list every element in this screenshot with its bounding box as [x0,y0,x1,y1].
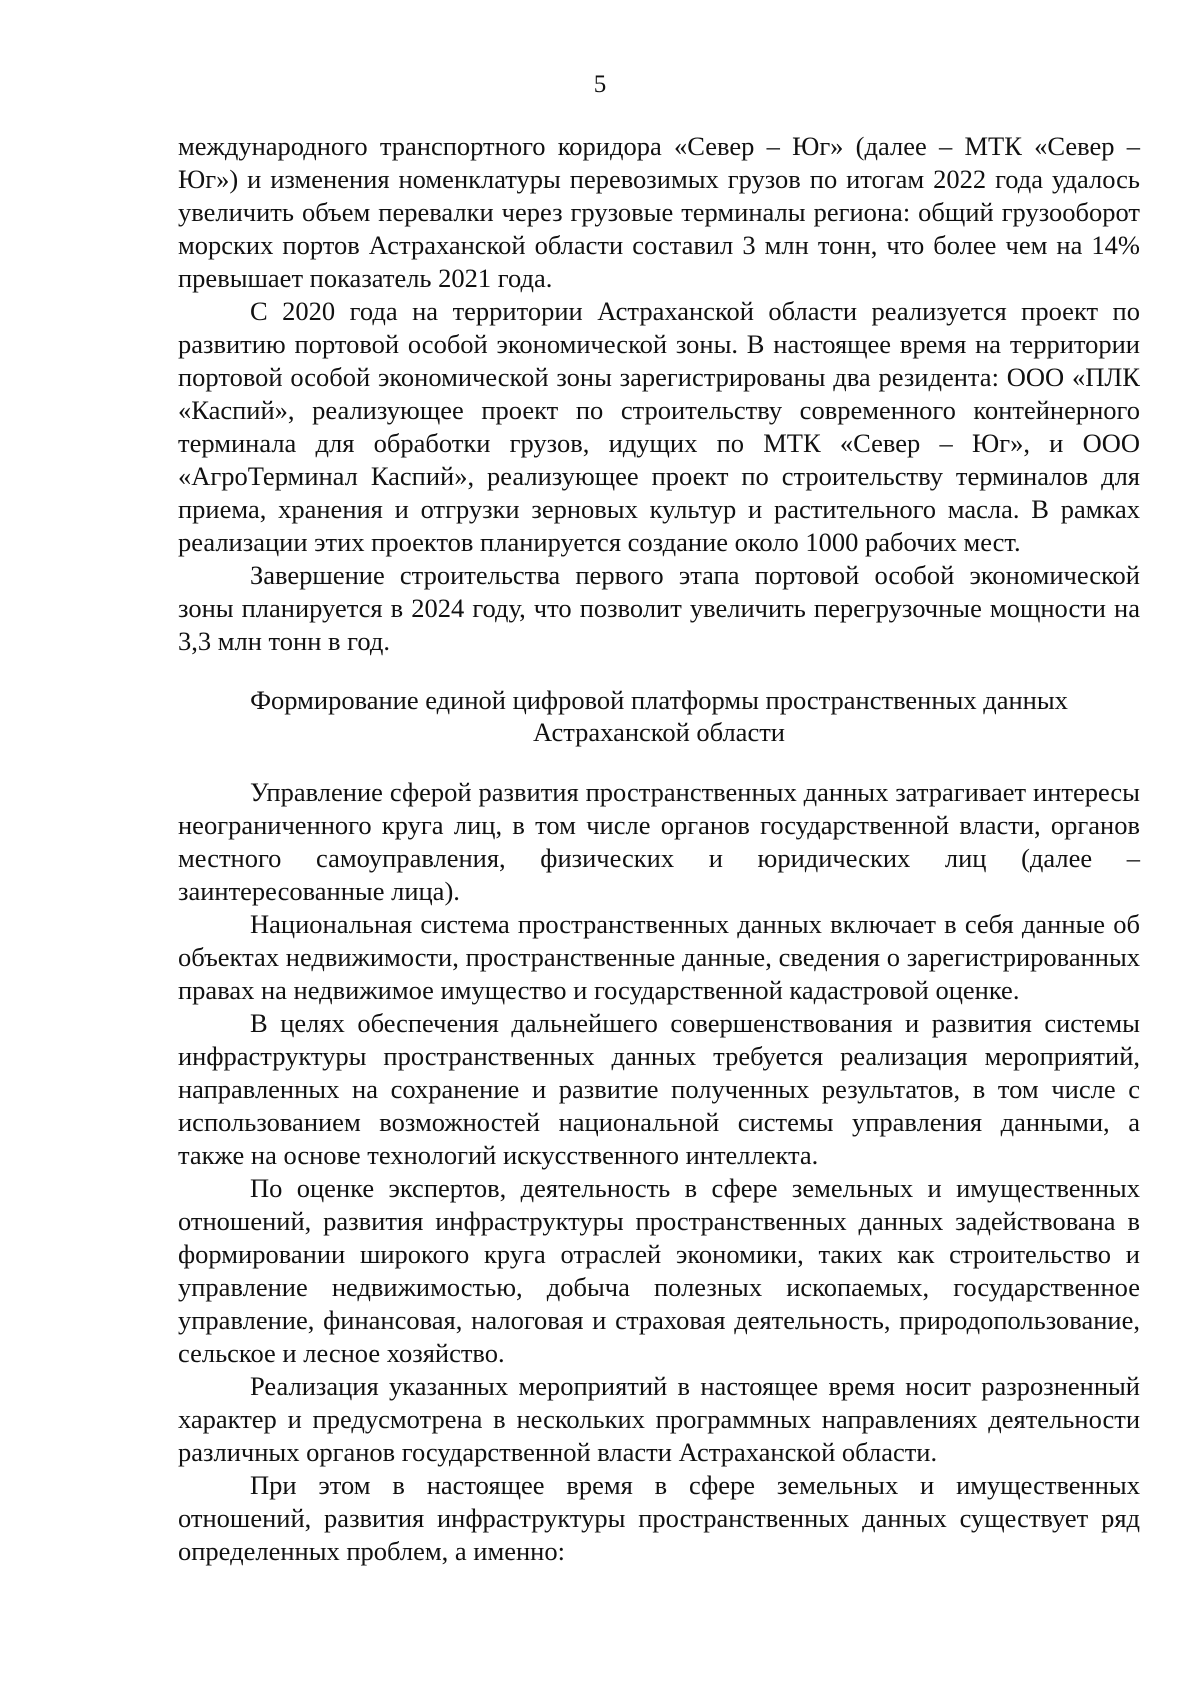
page-number: 5 [593,71,607,98]
paragraph-continuation: международного транспортного коридора «Север – Юг» (далее – МТК «Север – Юг») и изменения номенклатуры перевозимых грузов по итогам 2022 года удалось увеличить объем перевалки через грузовые терминалы региона: общий грузооборот морских портов Астраханской области составил 3 млн тонн, что более чем на 14% превышает показатель 2021 года. [178,131,1140,293]
paragraph-expert-assessment: По оценке экспертов, деятельность в сфере земельных и имущественных отношений, развития инфраструктуры пространственных данных задействована в формировании широкого круга отраслей экономики, таких как строительство и управление недвижимостью, добыча полезных ископаемых, государственное управление, финансовая, налоговая и страховая деятельность, природопользование, сельское и лесное хозяйство. [178,1173,1140,1368]
paragraph-national-system: Национальная система пространственных данных включает в себя данные об объектах недвижимости, пространственные данные, сведения о зарегистрированных правах на недвижимое имущество и государственной кадастровой оценке. [178,909,1140,1005]
section-heading [178,684,1140,748]
paragraph-sez-completion: Завершение строительства первого этапа портовой особой экономической зоны планируется в 2024 году, что позволит увеличить перегрузочные мощности на 3,3 млн тонн в год. [178,560,1140,656]
paragraph-problems: При этом в настоящее время в сфере земельных и имущественных отношений, развития инфраструктуры пространственных данных существует ряд определенных проблем, а именно: [178,1470,1140,1566]
section-heading-line-2: Астраханской области [533,717,785,747]
paragraph-implementation: Реализация указанных мероприятий в настоящее время носит разрозненный характер и предусмотрена в нескольких программных направлениях деятельности различных органов государственной власти Астраханской области. [178,1371,1140,1467]
document-body [178,130,1140,1568]
paragraph-management: Управление сферой развития пространственных данных затрагивает интересы неограниченного круга лиц, в том числе органов государственной власти, органов местного самоуправления, физических и юридических лиц (далее – заинтересованные лица). [178,777,1140,906]
paragraph-development-goals: В целях обеспечения дальнейшего совершенствования и развития системы инфраструктуры пространственных данных требуется реализация мероприятий, направленных на сохранение и развитие полученных результатов, в том числе с использованием возможностей национальной системы управления данными, а также на основе технологий искусственного интеллекта. [178,1008,1140,1170]
section-heading-line-1: Формирование единой цифровой платформы пространственных данных [250,685,1068,715]
paragraph-sez-project: С 2020 года на территории Астраханской области реализуется проект по развитию портовой особой экономической зоны. В настоящее время на территории портовой особой экономической зоны зарегистрированы два резидента: ООО «ПЛК «Каспий», реализующее проект по строительству современного контейнерного терминала для обработки грузов, идущих по МТК «Север – Юг», и ООО «АгроТерминал Каспий», реализующее проект по строительству терминалов для приема, хранения и отгрузки зерновых культур и растительного масла. В рамках реализации этих проектов планируется создание около 1000 рабочих мест. [178,296,1140,557]
